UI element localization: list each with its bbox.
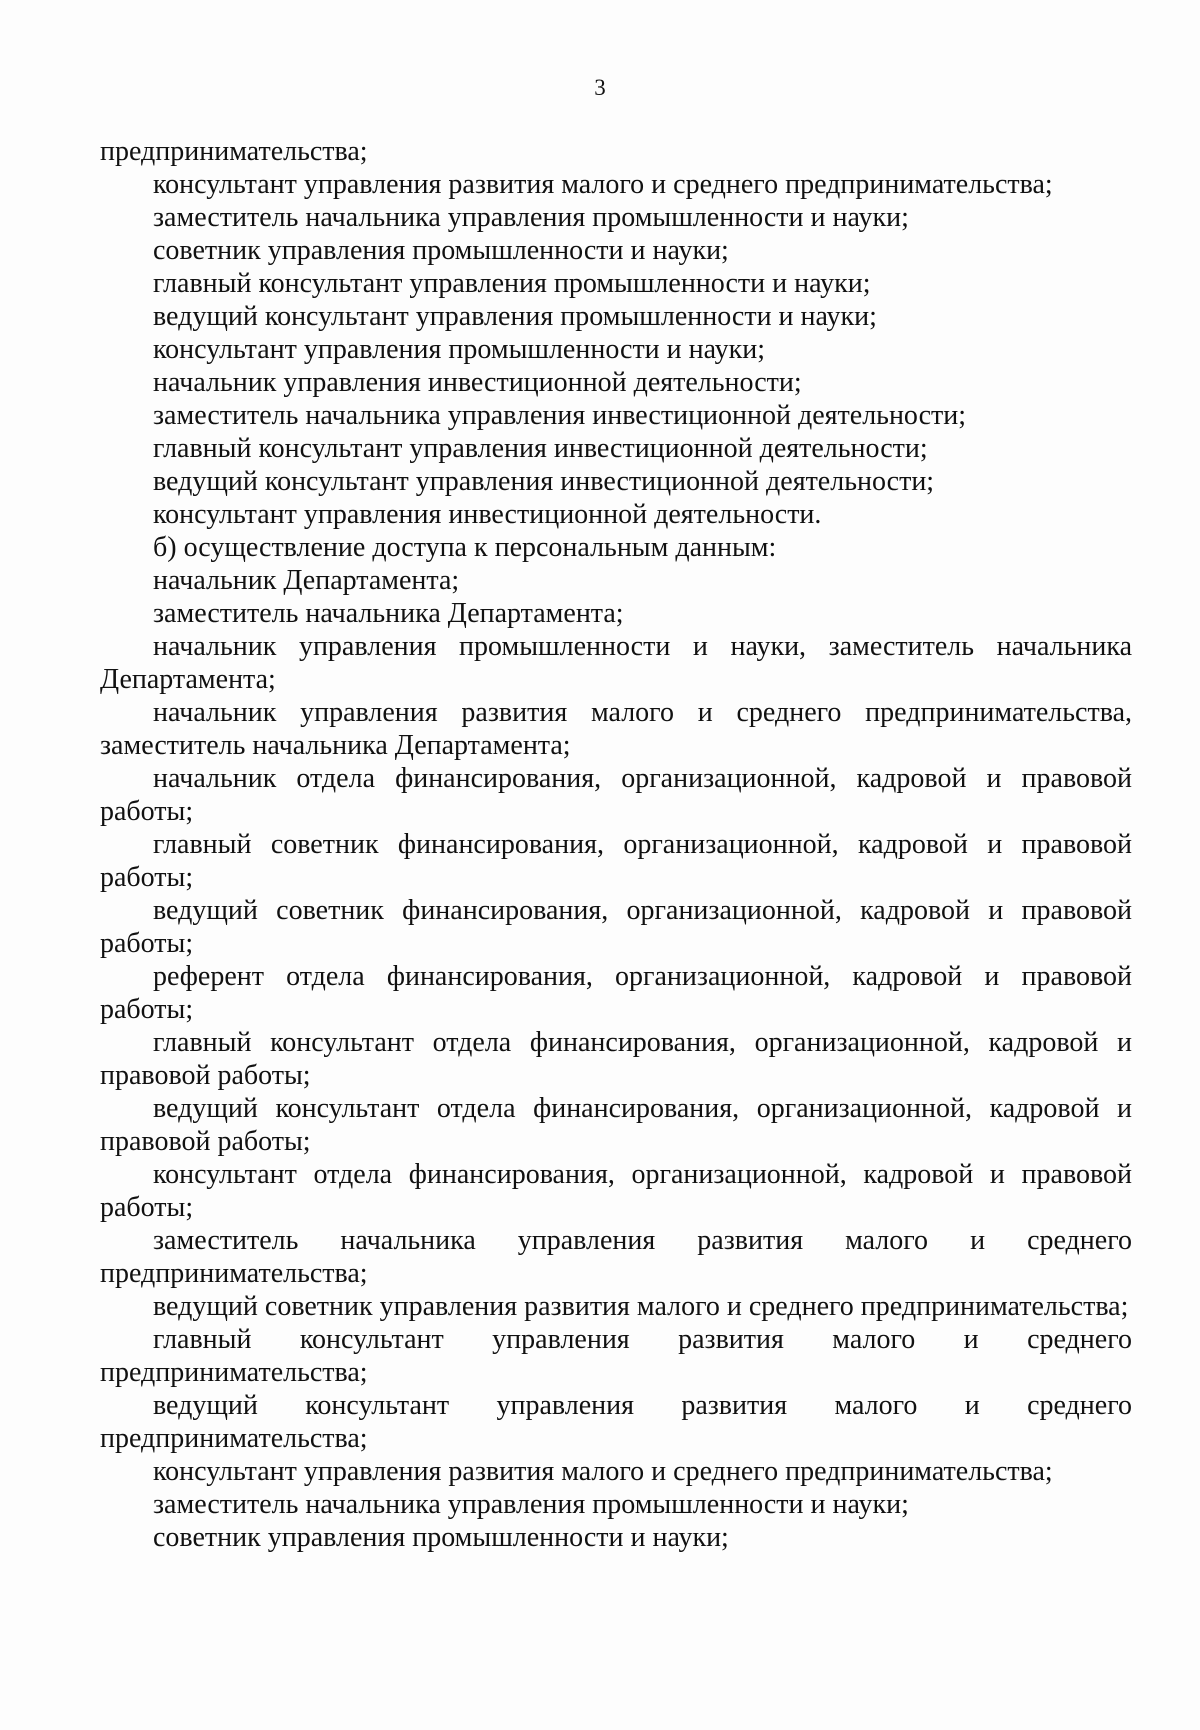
paragraph: главный советник финансирования, организационной, кадровой и правовой работы; [100, 829, 1132, 893]
paragraph: главный консультант управления инвестиционной деятельности; [153, 433, 928, 464]
paragraph: заместитель начальника управления промышленности и науки; [153, 202, 909, 233]
document-body [100, 135, 1132, 1554]
paragraph: заместитель начальника управления инвестиционной деятельности; [153, 400, 967, 431]
paragraph: консультант управления инвестиционной деятельности. [153, 499, 822, 530]
paragraph: б) осуществление доступа к персональным данным: [153, 532, 777, 563]
paragraph: главный консультант управления промышленности и науки; [153, 268, 871, 299]
paragraph: начальник управления промышленности и науки, заместитель начальника Департамента; [100, 631, 1132, 695]
paragraph: главный консультант управления развития малого и среднего предпринимательства; [100, 1324, 1132, 1388]
paragraph: консультант отдела финансирования, организационной, кадровой и правовой работы; [100, 1159, 1132, 1223]
paragraph: ведущий советник управления развития малого и среднего предпринимательства; [153, 1291, 1129, 1322]
paragraph: заместитель начальника управления развития малого и среднего предпринимательства; [100, 1225, 1132, 1289]
paragraph: ведущий консультант управления развития малого и среднего предпринимательства; [100, 1390, 1132, 1454]
paragraph: консультант управления промышленности и науки; [153, 334, 766, 365]
paragraph: заместитель начальника управления промышленности и науки; [153, 1489, 909, 1520]
paragraph: советник управления промышленности и науки; [153, 235, 729, 266]
paragraph: начальник управления инвестиционной деятельности; [153, 367, 802, 398]
paragraph: предпринимательства; [100, 136, 368, 167]
paragraph: ведущий советник финансирования, организационной, кадровой и правовой работы; [100, 895, 1132, 959]
paragraph: ведущий консультант управления инвестиционной деятельности; [153, 466, 935, 497]
paragraph: заместитель начальника Департамента; [153, 598, 624, 629]
paragraph: консультант управления развития малого и среднего предпринимательства; [153, 1456, 1053, 1487]
paragraph: ведущий консультант отдела финансирования, организационной, кадровой и правовой работы; [100, 1093, 1132, 1157]
paragraph: начальник отдела финансирования, организационной, кадровой и правовой работы; [100, 763, 1132, 827]
paragraph: советник управления промышленности и науки; [153, 1522, 729, 1553]
paragraph: консультант управления развития малого и среднего предпринимательства; [153, 169, 1053, 200]
paragraph: референт отдела финансирования, организационной, кадровой и правовой работы; [100, 961, 1132, 1025]
paragraph: главный консультант отдела финансирования, организационной, кадровой и правовой работы; [100, 1027, 1132, 1091]
page-number: 3 [594, 75, 606, 100]
paragraph: начальник Департамента; [153, 565, 460, 596]
paragraph: начальник управления развития малого и среднего предпринимательства, заместитель начальника Департамента; [100, 697, 1132, 761]
paragraph: ведущий консультант управления промышленности и науки; [153, 301, 877, 332]
